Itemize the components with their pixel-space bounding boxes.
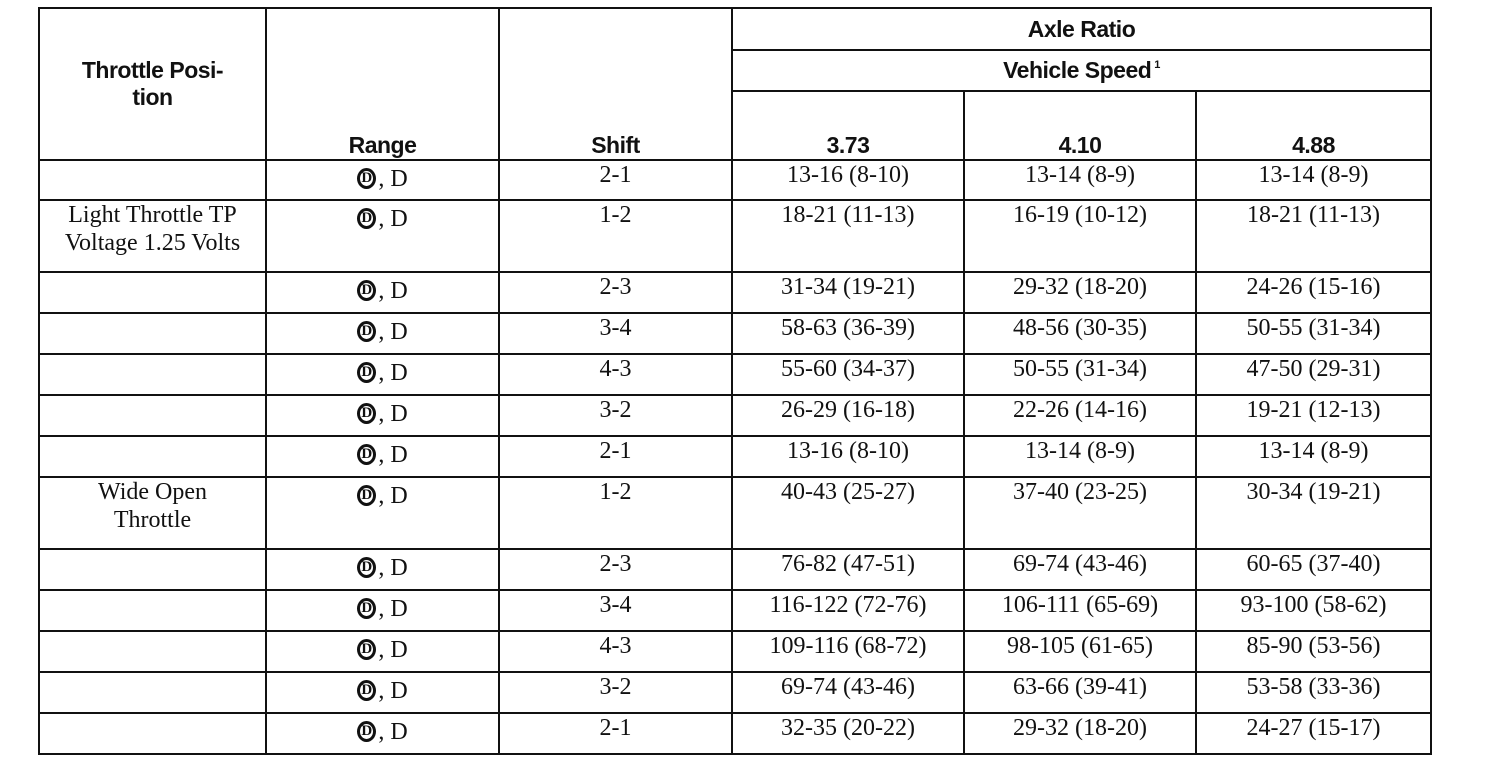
cell-speed-4-88: 60-65 (37-40) xyxy=(1196,549,1431,590)
cell-speed-4-88: 18-21 (11-13) xyxy=(1196,200,1431,272)
header-throttle-position-line2: tion xyxy=(132,84,173,110)
range-value xyxy=(357,718,407,746)
cell-range xyxy=(266,631,499,672)
throttle-position-text: Throttle xyxy=(113,507,192,533)
cell-speed-3-73: 26-29 (16-18) xyxy=(732,395,964,436)
cell-speed-4-10: 29-32 (18-20) xyxy=(964,272,1196,313)
range-suffix: , D xyxy=(378,595,408,622)
cell-speed-3-73: 76-82 (47-51) xyxy=(732,549,964,590)
table-row xyxy=(39,631,1431,672)
cell-shift: 3-2 xyxy=(499,395,732,436)
range-suffix: , D xyxy=(378,636,408,663)
drive-circle-icon: D xyxy=(357,362,376,383)
cell-speed-4-88: 30-34 (19-21) xyxy=(1196,477,1431,549)
cell-throttle-position xyxy=(39,549,266,590)
range-suffix: , D xyxy=(378,205,408,232)
cell-speed-4-88: 50-55 (31-34) xyxy=(1196,313,1431,354)
cell-speed-3-73: 109-116 (68-72) xyxy=(732,631,964,672)
cell-range xyxy=(266,672,499,713)
table-body xyxy=(39,160,1431,754)
range-suffix: , D xyxy=(378,359,408,386)
cell-speed-3-73: 18-21 (11-13) xyxy=(732,200,964,272)
cell-throttle-position xyxy=(39,477,266,549)
drive-circle-icon: D xyxy=(357,680,376,701)
range-value xyxy=(357,277,407,305)
cell-range xyxy=(266,549,499,590)
header-throttle-position xyxy=(39,8,266,160)
cell-shift: 3-4 xyxy=(499,313,732,354)
cell-speed-4-10: 16-19 (10-12) xyxy=(964,200,1196,272)
cell-range xyxy=(266,590,499,631)
range-suffix: , D xyxy=(378,554,408,581)
drive-circle-icon: D xyxy=(357,444,376,465)
range-value xyxy=(357,595,407,623)
header-ratio-4-88: 4.88 xyxy=(1196,91,1431,160)
cell-shift: 3-4 xyxy=(499,590,732,631)
shift-speed-table xyxy=(38,7,1432,755)
header-range: Range xyxy=(266,8,499,160)
drive-circle-icon: D xyxy=(357,639,376,660)
range-value xyxy=(357,441,407,469)
range-suffix: , D xyxy=(378,318,408,345)
cell-speed-3-73: 31-34 (19-21) xyxy=(732,272,964,313)
cell-throttle-position xyxy=(39,200,266,272)
cell-shift: 2-1 xyxy=(499,160,732,200)
cell-speed-4-88: 85-90 (53-56) xyxy=(1196,631,1431,672)
range-value xyxy=(357,677,407,705)
table-row xyxy=(39,672,1431,713)
drive-circle-icon: D xyxy=(357,598,376,619)
cell-speed-3-73: 32-35 (20-22) xyxy=(732,713,964,754)
range-value xyxy=(357,554,407,582)
header-throttle-position-line1: Throttle Posi- xyxy=(81,57,224,83)
range-value xyxy=(357,318,407,346)
range-suffix: , D xyxy=(378,277,408,304)
cell-speed-3-73: 116-122 (72-76) xyxy=(732,590,964,631)
drive-circle-icon: D xyxy=(357,280,376,301)
cell-shift: 2-1 xyxy=(499,713,732,754)
cell-shift: 4-3 xyxy=(499,354,732,395)
cell-throttle-position xyxy=(39,354,266,395)
cell-speed-4-88: 53-58 (33-36) xyxy=(1196,672,1431,713)
range-suffix: , D xyxy=(378,400,408,427)
cell-speed-4-88: 13-14 (8-9) xyxy=(1196,436,1431,477)
footnote-marker: 1 xyxy=(1154,59,1160,71)
header-shift: Shift xyxy=(499,8,732,160)
table-row xyxy=(39,395,1431,436)
range-value xyxy=(357,400,407,428)
drive-circle-icon: D xyxy=(357,721,376,742)
range-suffix: , D xyxy=(378,165,408,192)
table-row xyxy=(39,477,1431,549)
cell-speed-3-73: 40-43 (25-27) xyxy=(732,477,964,549)
throttle-position-text: Wide Open xyxy=(98,479,207,505)
drive-circle-icon: D xyxy=(357,403,376,424)
drive-circle-icon: D xyxy=(357,321,376,342)
cell-speed-4-10: 13-14 (8-9) xyxy=(964,160,1196,200)
cell-speed-3-73: 13-16 (8-10) xyxy=(732,436,964,477)
cell-speed-3-73: 58-63 (36-39) xyxy=(732,313,964,354)
header-vehicle-speed xyxy=(732,50,1431,91)
cell-shift: 4-3 xyxy=(499,631,732,672)
cell-shift: 1-2 xyxy=(499,477,732,549)
throttle-position-text: Voltage 1.25 Volts xyxy=(64,230,241,256)
drive-circle-icon: D xyxy=(357,168,376,189)
cell-speed-4-10: 13-14 (8-9) xyxy=(964,436,1196,477)
table-row xyxy=(39,313,1431,354)
range-value xyxy=(357,636,407,664)
table-header xyxy=(39,8,1431,160)
cell-range xyxy=(266,436,499,477)
cell-shift: 2-3 xyxy=(499,272,732,313)
cell-shift: 1-2 xyxy=(499,200,732,272)
table-row xyxy=(39,436,1431,477)
range-suffix: , D xyxy=(378,482,408,509)
cell-range xyxy=(266,354,499,395)
table-row xyxy=(39,590,1431,631)
range-suffix: , D xyxy=(378,677,408,704)
drive-circle-icon: D xyxy=(357,557,376,578)
cell-speed-4-88: 13-14 (8-9) xyxy=(1196,160,1431,200)
cell-shift: 2-3 xyxy=(499,549,732,590)
cell-range xyxy=(266,313,499,354)
cell-speed-4-10: 22-26 (14-16) xyxy=(964,395,1196,436)
cell-shift: 3-2 xyxy=(499,672,732,713)
cell-shift: 2-1 xyxy=(499,436,732,477)
cell-speed-4-88: 19-21 (12-13) xyxy=(1196,395,1431,436)
range-suffix: , D xyxy=(378,441,408,468)
header-ratio-3-73: 3.73 xyxy=(732,91,964,160)
range-value xyxy=(357,359,407,387)
cell-range xyxy=(266,160,499,200)
cell-throttle-position xyxy=(39,395,266,436)
range-value xyxy=(357,482,407,510)
cell-speed-4-10: 37-40 (23-25) xyxy=(964,477,1196,549)
cell-throttle-position xyxy=(39,272,266,313)
cell-speed-4-10: 48-56 (30-35) xyxy=(964,313,1196,354)
cell-speed-3-73: 69-74 (43-46) xyxy=(732,672,964,713)
drive-circle-icon: D xyxy=(357,208,376,229)
cell-speed-4-10: 69-74 (43-46) xyxy=(964,549,1196,590)
cell-speed-4-88: 47-50 (29-31) xyxy=(1196,354,1431,395)
table-row xyxy=(39,272,1431,313)
cell-range xyxy=(266,395,499,436)
cell-throttle-position xyxy=(39,590,266,631)
cell-throttle-position xyxy=(39,713,266,754)
range-suffix: , D xyxy=(378,718,408,745)
cell-speed-4-10: 98-105 (61-65) xyxy=(964,631,1196,672)
drive-circle-icon: D xyxy=(357,485,376,506)
cell-speed-4-10: 50-55 (31-34) xyxy=(964,354,1196,395)
cell-throttle-position xyxy=(39,313,266,354)
range-value xyxy=(357,205,407,233)
cell-speed-3-73: 13-16 (8-10) xyxy=(732,160,964,200)
cell-speed-4-10: 29-32 (18-20) xyxy=(964,713,1196,754)
cell-throttle-position xyxy=(39,436,266,477)
cell-speed-4-88: 24-27 (15-17) xyxy=(1196,713,1431,754)
cell-range xyxy=(266,713,499,754)
table-row xyxy=(39,354,1431,395)
header-axle-ratio: Axle Ratio xyxy=(732,8,1431,50)
cell-speed-3-73: 55-60 (34-37) xyxy=(732,354,964,395)
cell-throttle-position xyxy=(39,672,266,713)
throttle-position-text: Light Throttle TP xyxy=(68,202,237,228)
range-value xyxy=(357,165,407,193)
cell-speed-4-10: 63-66 (39-41) xyxy=(964,672,1196,713)
cell-speed-4-88: 93-100 (58-62) xyxy=(1196,590,1431,631)
cell-throttle-position xyxy=(39,631,266,672)
header-ratio-4-10: 4.10 xyxy=(964,91,1196,160)
table-row xyxy=(39,713,1431,754)
table-row xyxy=(39,549,1431,590)
cell-range xyxy=(266,477,499,549)
header-vehicle-speed-label: Vehicle Speed xyxy=(1003,57,1152,83)
cell-speed-4-10: 106-111 (65-69) xyxy=(964,590,1196,631)
table-row xyxy=(39,160,1431,200)
table-row xyxy=(39,200,1431,272)
cell-throttle-position xyxy=(39,160,266,200)
cell-speed-4-88: 24-26 (15-16) xyxy=(1196,272,1431,313)
cell-range xyxy=(266,272,499,313)
cell-range xyxy=(266,200,499,272)
